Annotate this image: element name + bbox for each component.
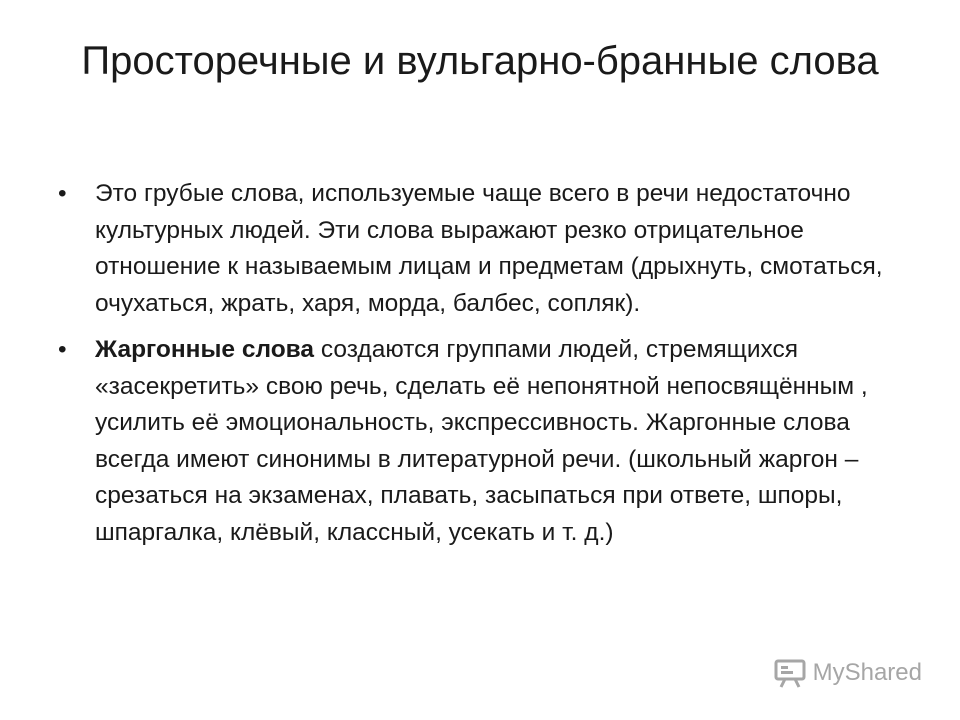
watermark — [773, 656, 922, 690]
bullet-list — [58, 176, 908, 561]
bullet-text: создаются группами людей, стремящихся «засекретить» свою речь, сделать её непонятной непосвящённым , усилить её эмоциональность, экспрессивность. Жаргонные слова всегда имеют синонимы в литературной речи. (школьный жаргон – срезаться на экзаменах, плавать, засыпаться при ответе, шпоры, шпаргалка, клёвый, классный, усекать и т. д.) — [95, 336, 868, 546]
watermark-text: MyShared — [812, 659, 922, 686]
bullet-item-1 — [58, 176, 908, 322]
bullet-text: Это грубые слова, используемые чаще всего в речи недостаточно культурных людей. Эти слова выражают резко отрицательное отношение к называемым лицам и предметам (дрыхнуть, смотаться, очухаться, жрать, харя, морда, балбес, сопляк). — [95, 180, 883, 317]
bullet-marker: • — [58, 180, 67, 207]
bullet-item-2 — [58, 332, 908, 551]
slide-title: Просторечные и вульгарно-бранные слова — [81, 39, 879, 83]
bullet-bold-lead: Жаргонные слова — [95, 336, 315, 363]
bullet-marker: • — [58, 336, 67, 363]
presentation-board-icon — [773, 656, 807, 690]
